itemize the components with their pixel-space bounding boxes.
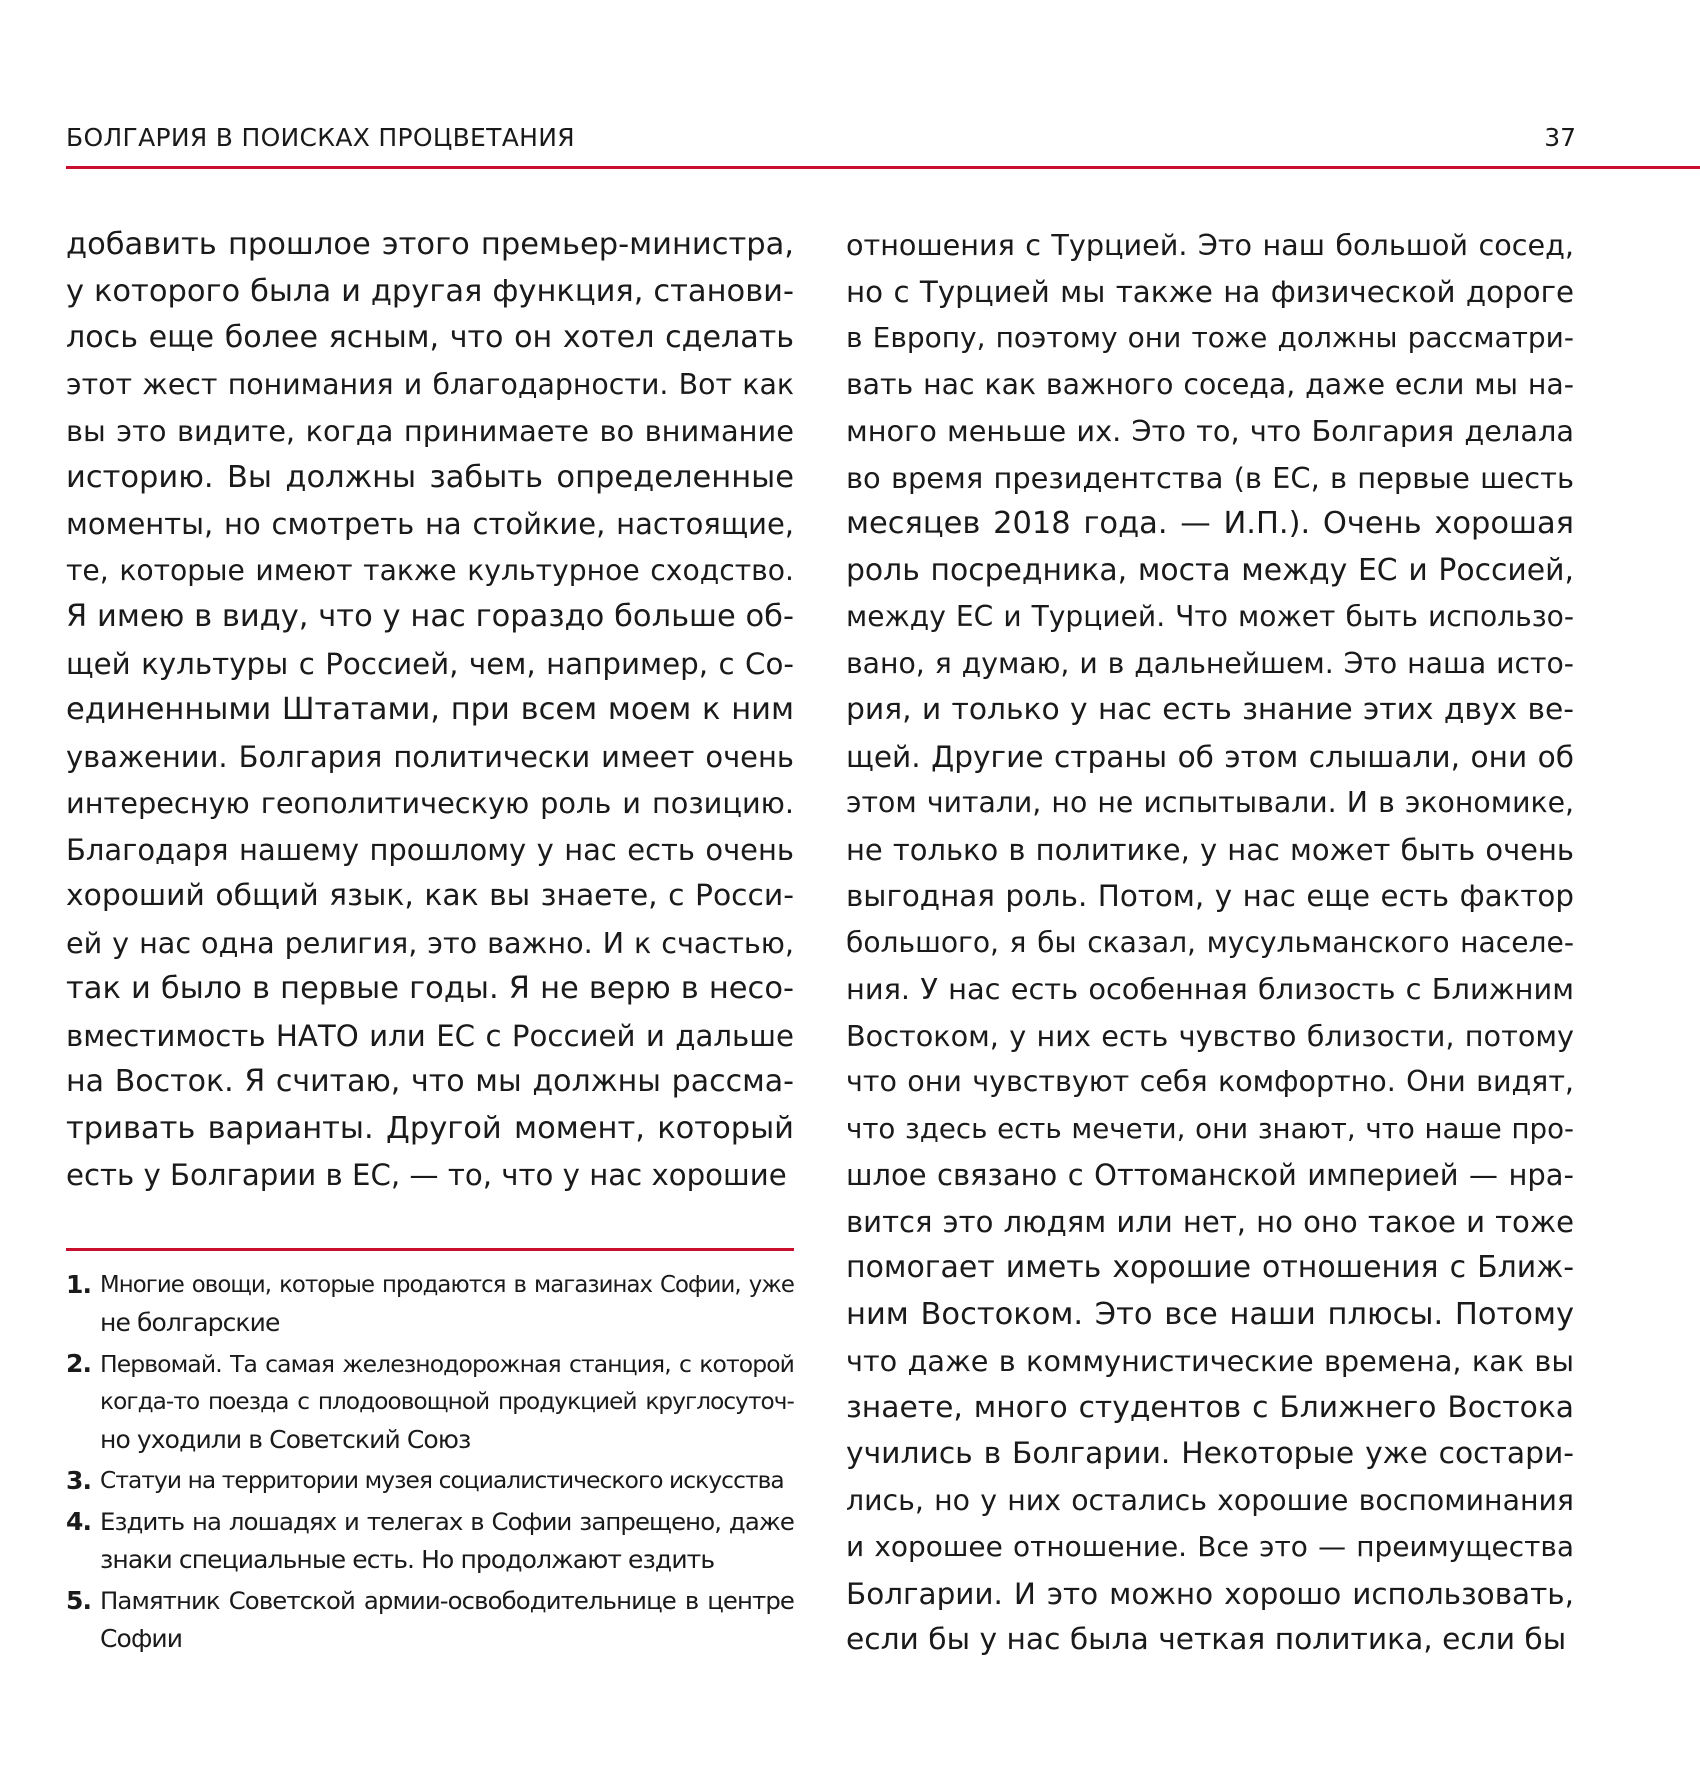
text-line: уважении. Болгария политически имеет очень	[66, 739, 794, 774]
text-line: щей культуры с Россией, чем, например, с Со-	[66, 646, 794, 681]
footnote-text: знаки специальные есть. Но продолжают ездить	[100, 1545, 715, 1574]
footnote-item	[66, 1462, 794, 1500]
right-column	[846, 222, 1574, 1664]
text-line: тривать варианты. Другой момент, который	[66, 1110, 794, 1146]
text-line: между ЕС и Турцией. Что может быть использо-	[846, 600, 1574, 633]
text-line: лось еще более ясным, что он хотел сделать	[66, 320, 794, 355]
footnote-rule	[66, 1248, 794, 1251]
text-line: вать нас как важного соседа, даже если мы на-	[846, 367, 1574, 401]
text-line: вится это людям или нет, но оно такое и тоже	[846, 1204, 1574, 1239]
footnote-text: Ездить на лошадях и телегах в Софии запрещено, даже	[100, 1507, 794, 1536]
text-line: выгодная роль. Потом, у нас еще есть фактор	[846, 879, 1574, 913]
text-line: роль посредника, моста между ЕС и Россией,	[846, 552, 1574, 588]
text-line: но с Турцией мы также на физической дороге	[846, 274, 1574, 309]
text-line: учились в Болгарии. Некоторые уже состари-	[846, 1436, 1574, 1471]
footnote-number: 4.	[66, 1507, 92, 1536]
text-line: вано, я думаю, и в дальнейшем. Это наша исто-	[846, 646, 1574, 680]
text-line: не только в политике, у нас может быть очень	[846, 832, 1574, 867]
text-line: у которого была и другая функция, станови-	[66, 273, 794, 309]
footnote-number: 2.	[66, 1349, 92, 1378]
text-line: лись, но у них остались хорошие воспоминания	[846, 1483, 1574, 1517]
footnote-number: 3.	[66, 1466, 92, 1495]
footnote-item	[66, 1503, 794, 1579]
footnote-text: но уходили в Советский Союз	[100, 1425, 471, 1454]
text-line: во время президентства (в ЕС, в первые шесть	[846, 460, 1574, 495]
text-line: ним Востоком. Это все наши плюсы. Потому	[846, 1296, 1574, 1332]
text-line: моменты, но смотреть на стойкие, настоящие,	[66, 507, 794, 541]
text-line: Болгарии. И это можно хорошо использовать,	[846, 1576, 1574, 1611]
text-line: что даже в коммунистические времена, как вы	[846, 1344, 1574, 1378]
footnote-number: 1.	[66, 1270, 92, 1299]
text-line: знаете, много студентов с Ближнего Востока	[846, 1389, 1574, 1425]
text-line: что они чувствуют себя комфортно. Они видят,	[846, 1065, 1574, 1098]
text-line: если бы у нас была четкая политика, если бы	[846, 1622, 1567, 1657]
text-line: хороший общий язык, как вы знаете, с Росси-	[66, 878, 794, 913]
text-line: отношения с Турцией. Это наш большой сосед,	[846, 228, 1574, 262]
text-line: ния. У нас есть особенная близость с Ближним	[846, 972, 1574, 1006]
text-line: добавить прошлое этого премьер-министра,	[66, 227, 794, 262]
running-header	[66, 121, 1576, 161]
footnote-text: Первомай. Та самая железнодорожная станция, с которой	[100, 1350, 794, 1378]
footnote-item	[66, 1582, 794, 1658]
text-line: в Европу, поэтому они тоже должны рассматри-	[846, 321, 1574, 354]
text-line: Востоком, у них есть чувство близости, потому	[846, 1018, 1574, 1053]
page-number: 37	[1544, 123, 1576, 152]
footnote-item	[66, 1345, 794, 1459]
text-line: рия, и только у нас есть знание этих двух ве-	[846, 692, 1574, 727]
text-line: много меньше их. Это то, что Болгария делала	[846, 414, 1574, 448]
running-title: БОЛГАРИЯ В ПОИСКАХ ПРОЦВЕТАНИЯ	[66, 123, 575, 152]
text-line: щей. Другие страны об этом слышали, они об	[846, 739, 1574, 774]
text-line: те, которые имеют также культурное сходство.	[66, 553, 794, 587]
footnote-text: когда-то поезда с плодоовощной продукцией круглосуточ-	[100, 1389, 794, 1415]
footnote-number: 5.	[66, 1586, 92, 1615]
left-column	[66, 222, 794, 1199]
footnotes	[66, 1266, 794, 1661]
header-rule	[66, 166, 1700, 169]
text-line: большого, я бы сказал, мусульманского населе-	[846, 925, 1574, 959]
footnote-text: Статуи на территории музея социалистического искусства	[100, 1467, 784, 1494]
footnote-text: Софии	[100, 1624, 183, 1653]
footnote-text: не болгарские	[100, 1308, 280, 1337]
footnote-text: Памятник Советской армии-освободительнице в центре	[100, 1586, 794, 1615]
text-line: что здесь есть мечети, они знают, что наше про-	[846, 1111, 1574, 1145]
text-line: интересную геополитическую роль и позицию.	[66, 786, 794, 820]
text-line: вместимость НАТО или ЕС с Россией и дальше	[66, 1018, 794, 1053]
text-line: этот жест понимания и благодарности. Вот как	[66, 367, 794, 401]
text-line: ей у нас одна религия, это важно. И к счастью,	[66, 925, 794, 960]
footnote-item	[66, 1266, 794, 1342]
text-line: шлое связано с Оттоманской империей — нра-	[846, 1158, 1574, 1192]
text-line: месяцев 2018 года. — И.П.). Очень хорошая	[846, 506, 1574, 541]
footnote-text: Многие овощи, которые продаются в магазинах Софии, уже	[100, 1272, 794, 1298]
text-line: Благодаря нашему прошлому у нас есть очень	[66, 832, 794, 867]
text-line: и хорошее отношение. Все это — преимущества	[846, 1530, 1574, 1563]
text-line: так и было в первые годы. Я не верю в несо-	[66, 971, 794, 1006]
text-line: есть у Болгарии в ЕС, — то, что у нас хорошие	[66, 1158, 787, 1192]
text-line: Я имею в виду, что у нас гораздо больше об-	[66, 599, 794, 634]
text-line: помогает иметь хорошие отношения с Ближ-	[846, 1250, 1574, 1285]
text-line: этом читали, но не испытывали. И в экономике,	[846, 786, 1574, 819]
text-line: историю. Вы должны забыть определенные	[66, 459, 794, 495]
text-line: вы это видите, когда принимаете во внимание	[66, 414, 794, 448]
text-line: на Восток. Я считаю, что мы должны рассма-	[66, 1064, 794, 1099]
text-line: единенными Штатами, при всем моем к ним	[66, 692, 794, 727]
